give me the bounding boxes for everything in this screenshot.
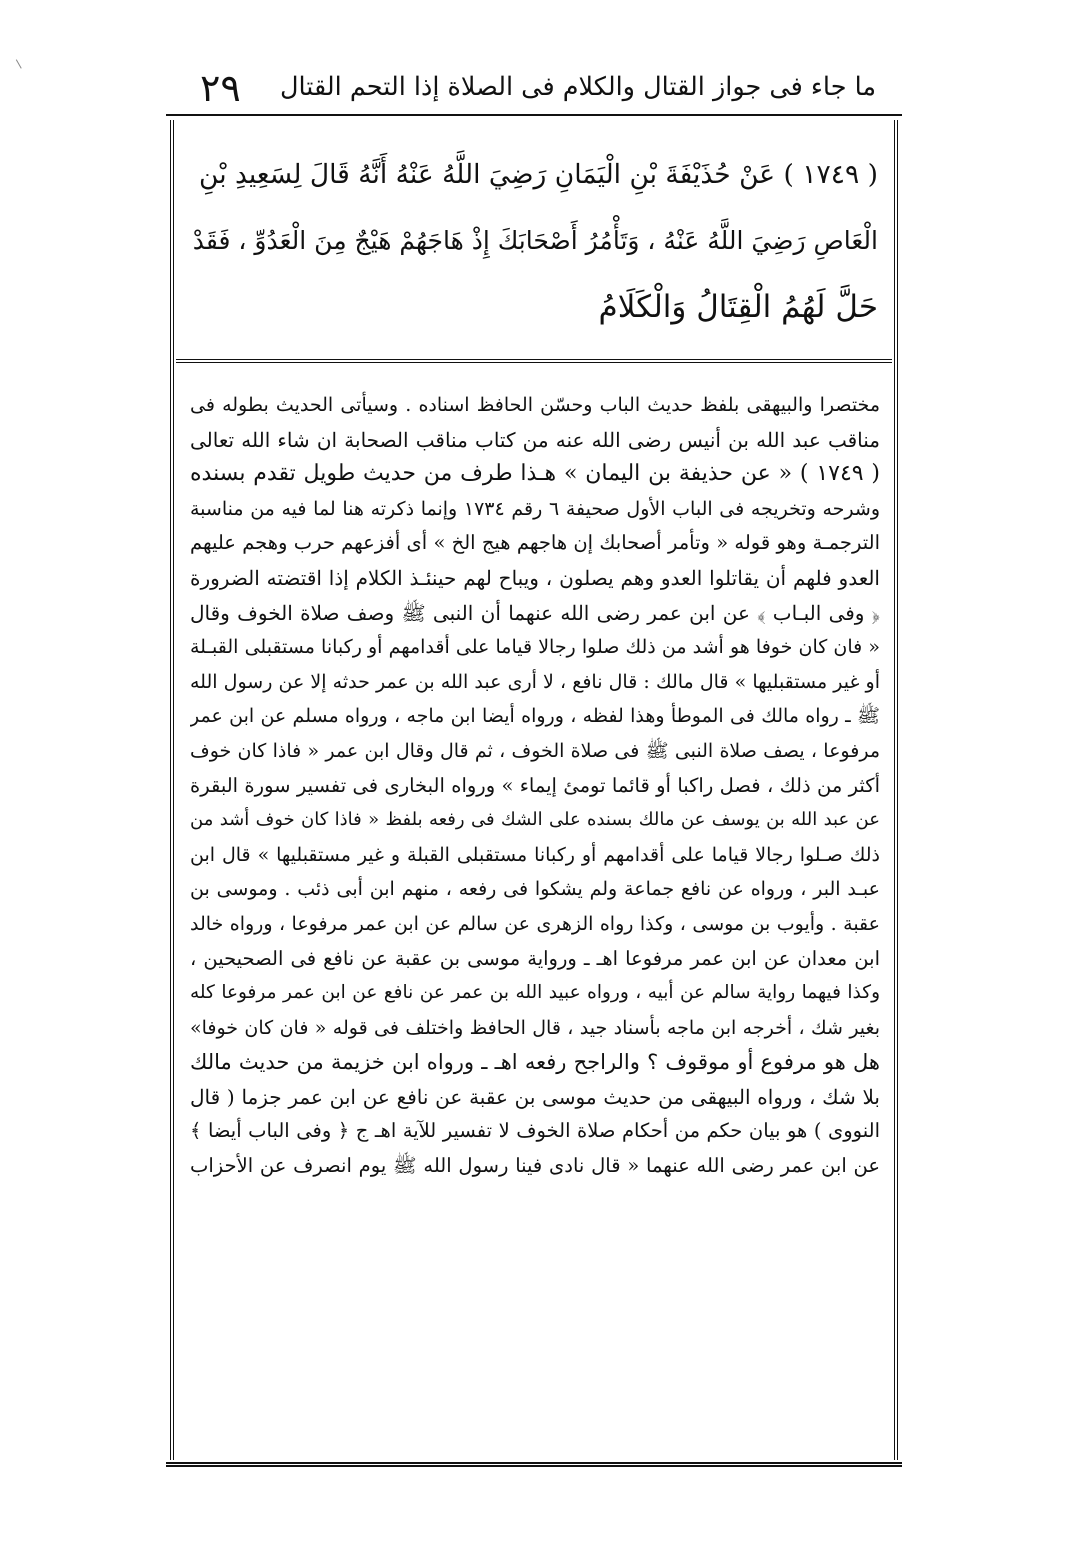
hadith-text — [192, 142, 878, 340]
header-rule — [166, 114, 902, 116]
commentary-line: مختصرا والبيهقى بلفظ حديث الباب وحسّن الحافظ اسناده . وسيأتى الحديث بطوله فى — [190, 394, 880, 416]
commentary-line: ﴿ وفى البـاب ﴾ عن ابن عمر رضى الله عنهما أن النبى ﷺ وصف صلاة الخوف وقال — [190, 600, 880, 625]
hadith-line: حَلَّ لَهُمُ الْقِتَالُ وَالْكَلَامُ — [598, 289, 878, 325]
page-header — [188, 66, 876, 118]
footer-rule — [166, 1462, 902, 1467]
commentary-line: عن عبد الله بن يوسف عن مالك بسنده على الشك فى رفعه بلفظ « فاذا كان خوف أشد من — [190, 809, 880, 831]
commentary-line: الترجمـة وهو قوله « وتأمر أصحابك إن هاجهم هيج الخ » أى أفزعهم حرب وهجم عليهم — [190, 531, 880, 555]
commentary-line: العدو فلهم أن يقاتلوا العدو وهم يصلون ، ويباح لهم حينئـذ الكلام إذا اقتضته الضرورة — [190, 565, 880, 590]
commentary-line: عبـد البر ، ورواه عن نافع جماعة ولم يشكوا فى رفعه ، منهم ابن أبى ذئب . وموسى بن — [190, 878, 880, 901]
commentary-line: هل هو مرفوع أو موقوف ؟ والراجح رفعه اهـ ـ ورواه ابن خزيمة من حديث مالك — [190, 1050, 880, 1075]
commentary-line: وشرحه وتخريجه فى الباب الأول صحيفة ٦ رقم ١٧٣٤ وإنما ذكرته هنا لما فيه من مناسبة — [190, 497, 880, 520]
commentary-line: عن ابن عمر رضى الله عنهما « قال نادى فينا رسول الله ﷺ يوم انصرف عن الأحزاب — [190, 1154, 880, 1178]
commentary-text — [190, 388, 880, 1184]
commentary-line: وكذا فيهما رواية سالم عن أبيه ، ورواه عبيد الله بن عمر عن نافع عن ابن عمر مرفوعا كله — [190, 982, 880, 1004]
commentary-line: عقبة . وأيوب بن موسى ، وكذا رواه الزهرى عن سالم عن ابن عمر مرفوعا ، ورواه خالد — [190, 912, 880, 935]
commentary-line: أكثر من ذلك ، فصل راكبا أو قائما تومئ إيماء » ورواه البخارى فى تفسير سورة البقرة — [190, 773, 880, 797]
hadith-line: ( ١٧٤٩ ) عَنْ حُذَيْفَةَ بْنِ الْيَمَانِ رَضِيَ اللَّهُ عَنْهُ أَنَّهُ قَالَ لِسَعِيدِ بْنِ — [199, 159, 878, 190]
page-number: ٢٩ — [200, 66, 241, 110]
commentary-line: ذلك صـلوا رجالا قياما على أقدامهم أو ركبانا مستقبلى القبلة و غير مستقبليها » قال ابن — [190, 843, 880, 866]
commentary-line: مرفوعا ، يصف صلاة النبى ﷺ فى صلاة الخوف ، ثم قال وقال ابن عمر « فاذا كان خوف — [190, 739, 880, 762]
commentary-line: ﷺ ـ رواه مالك فى الموطأ وهذا لفظه ، ورواه أيضا ابن ماجه ، ورواه مسلم عن ابن عمر — [190, 705, 880, 728]
commentary-line: « فان كان خوفا هو أشد من ذلك صلوا رجالا قياما على أقدامهم أو ركبانا مستقبلى القبـلة — [190, 636, 880, 659]
section-divider — [176, 359, 892, 363]
running-title: ما جاء فى جواز القتال والكلام فى الصلاة إذا التحم القتال — [279, 72, 876, 102]
hadith-line: الْعَاصِ رَضِيَ اللَّهُ عَنْهُ ، وَتَأْمُرُ أَصْحَابَكَ إِذْ هَاجَهُمْ هَيْجٌ مِنَ الْعَدُوِّ ، فَقَدْ — [192, 226, 878, 255]
commentary-line: أو غير مستقبليها » قال مالك : قال نافع ، لا أرى عبد الله بن عمر حدثه إلا عن رسول الله — [190, 670, 880, 693]
commentary-line: مناقب عبد الله بن أنيس رضى الله عنه من كتاب مناقب الصحابة ان شاء الله تعالى — [190, 427, 880, 452]
margin-mark — [16, 57, 25, 68]
commentary-line: ( ١٧٤٩ ) « عن حذيفة بن اليمان » هـذا طرف من حديث طويل تقدم بسنده — [190, 461, 880, 487]
commentary-line: النووى ) هو بيان حكم من أحكام صلاة الخوف لا تفسير للآية اهـ ج ﴿ وفى الباب أيضا ﴾ — [190, 1119, 880, 1143]
commentary-line: ابن معدان عن ابن عمر مرفوعا اهـ ـ ورواية موسى بن عقبة عن نافع فى الصحيحين ، — [190, 946, 880, 970]
commentary-line: بلا شك ، ورواه البيهقى من حديث موسى بن عقبة عن نافع عن ابن عمر جزما ( قال — [190, 1084, 880, 1109]
commentary-line: بغير شك ، أخرجه ابن ماجه بأسناد جيد ، قال الحافظ واختلف فى قوله « فان كان خوفا» — [190, 1016, 880, 1039]
